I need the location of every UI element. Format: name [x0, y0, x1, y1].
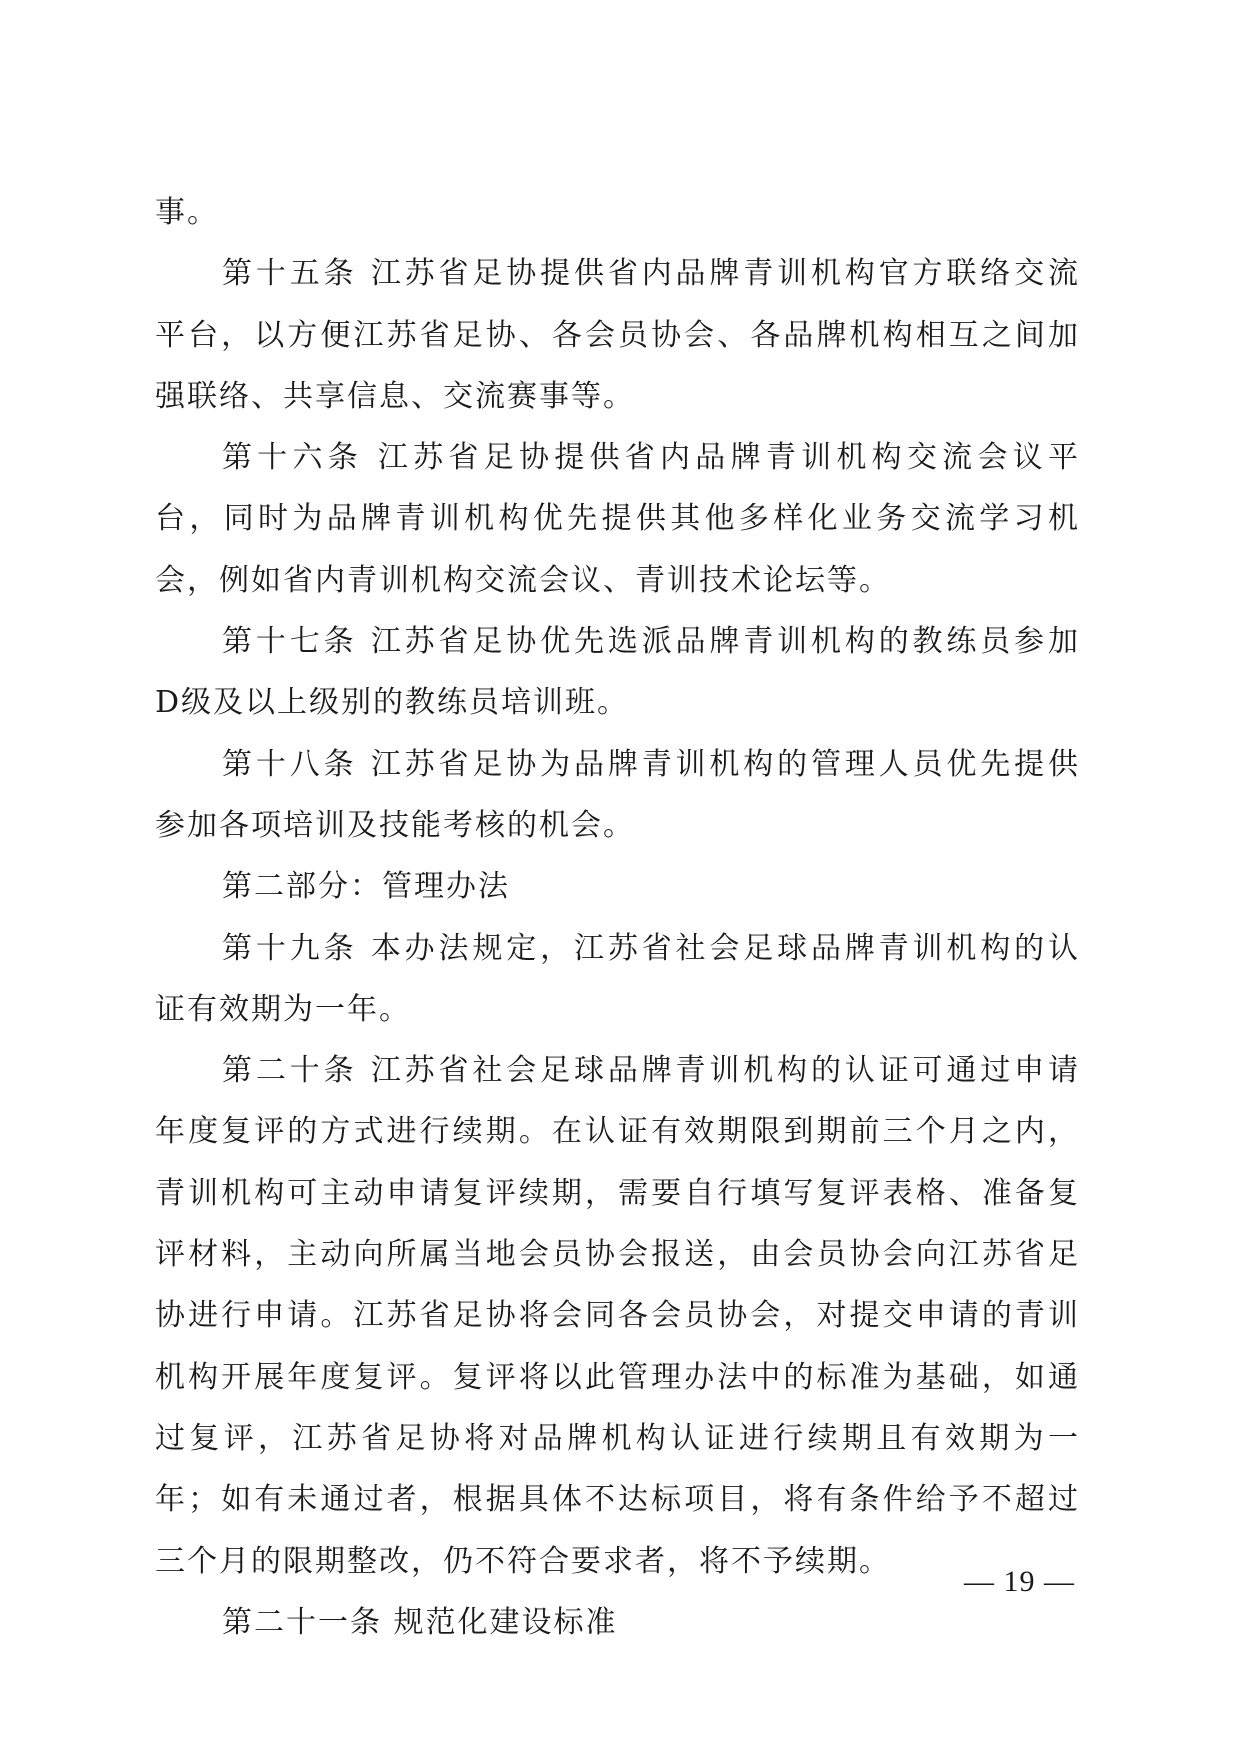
text-line: 证有效期为一年。 — [155, 991, 411, 1027]
text-line: 第十八条 江苏省足协为品牌青训机构的管理人员优先提供 — [222, 746, 1080, 782]
text-line: 评材料，主动向所属当地会员协会报送，由会员协会向江苏省足 — [155, 1237, 1080, 1273]
text-line: 强联络、共享信息、交流赛事等。 — [155, 378, 635, 414]
text-line: 过复评，江苏省足协将对品牌机构认证进行续期且有效期为一 — [155, 1420, 1080, 1456]
text-line: 协进行申请。江苏省足协将会同各会员协会，对提交申请的青训 — [155, 1298, 1080, 1334]
text-line: 年；如有未通过者，根据具体不达标项目，将有条件给予不超过 — [155, 1482, 1080, 1518]
text-line: 三个月的限期整改，仍不符合要求者，将不予续期。 — [155, 1543, 891, 1579]
text-line: 机构开展年度复评。复评将以此管理办法中的标准为基础，如通 — [155, 1359, 1080, 1395]
text-line: 第二十一条 规范化建设标准 — [222, 1604, 618, 1640]
text-line: 平台，以方便江苏省足协、各会员协会、各品牌机构相互之间加 — [155, 317, 1080, 353]
text-line: 会，例如省内青训机构交流会议、青训技术论坛等。 — [155, 562, 891, 598]
text-line: D级及以上级别的教练员培训班。 — [155, 685, 630, 721]
text-line: 第十五条 江苏省足协提供省内品牌青训机构官方联络交流 — [222, 256, 1080, 292]
text-line: 年度复评的方式进行续期。在认证有效期限到期前三个月之内， — [155, 1114, 1080, 1150]
text-line: 青训机构可主动申请复评续期，需要自行填写复评表格、准备复 — [155, 1175, 1080, 1211]
text-line: 第二十条 江苏省社会足球品牌青训机构的认证可通过申请 — [222, 1053, 1080, 1089]
text-line: 事。 — [155, 195, 219, 230]
text-line: 第十六条 江苏省足协提供省内品牌青训机构交流会议平 — [222, 440, 1080, 476]
text-line: 参加各项培训及技能考核的机会。 — [155, 807, 635, 843]
body-text — [155, 182, 1080, 1653]
text-line: 台，同时为品牌青训机构优先提供其他多样化业务交流学习机 — [155, 501, 1080, 537]
text-line: 第十七条 江苏省足协优先选派品牌青训机构的教练员参加 — [222, 624, 1080, 660]
page-number: — 19 — — [964, 1565, 1075, 1598]
text-line: 第二部分：管理办法 — [222, 869, 510, 905]
text-line: 第十九条 本办法规定，江苏省社会足球品牌青训机构的认 — [222, 930, 1080, 966]
